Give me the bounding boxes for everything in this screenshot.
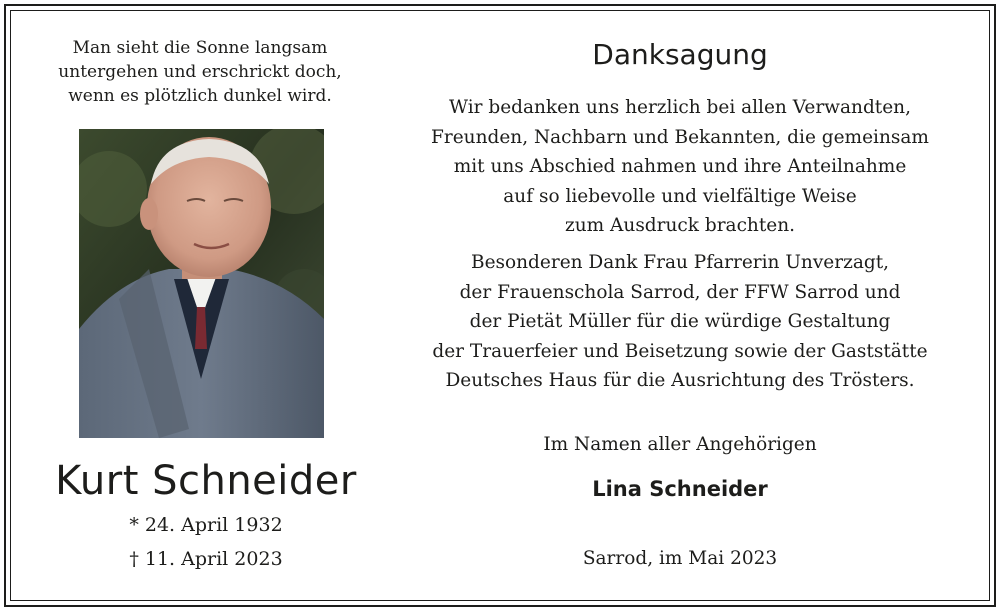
text-line: zum Ausdruck brachten. <box>564 215 796 236</box>
special-thanks-paragraph <box>380 248 980 396</box>
text-line: der Pietät Müller für die würdige Gestaltung <box>469 311 891 332</box>
birth-date: * 24. April 1932 <box>129 514 283 536</box>
left-column <box>0 0 400 611</box>
text-line: auf so liebevolle und vielfältige Weise <box>503 185 857 207</box>
death-date: † 11. April 2023 <box>129 548 283 570</box>
notice-heading: Danksagung <box>592 38 768 71</box>
text-line: mit uns Abschied nahmen und ihre Anteilnahme <box>453 156 907 177</box>
quote-line: wenn es plötzlich dunkel wird. <box>68 86 332 106</box>
right-column <box>380 0 980 611</box>
text-line: der Frauenschola Sarrod, der FFW Sarrod und <box>459 281 901 303</box>
text-line: Besonderen Dank Frau Pfarrerin Unverzagt, <box>470 252 890 273</box>
text-line: der Trauerfeier und Beisetzung sowie der Gaststätte <box>432 340 928 362</box>
text-line: Deutsches Haus für die Ausrichtung des Trösters. <box>445 370 915 391</box>
text-line: Freunden, Nachbarn und Bekannten, die gemeinsam <box>431 126 929 148</box>
signature-intro: Im Namen aller Angehörigen <box>543 434 817 455</box>
signer-name: Lina Schneider <box>592 477 768 501</box>
quote-line: Man sieht die Sonne langsam <box>72 38 328 58</box>
quote-line: untergehen und erschrickt doch, <box>58 62 342 82</box>
memorial-quote <box>30 36 370 108</box>
portrait-photo <box>79 129 324 438</box>
place-and-date: Sarrod, im Mai 2023 <box>582 548 778 569</box>
thanks-paragraph <box>380 93 980 241</box>
text-line: Wir bedanken uns herzlich bei allen Verwandten, <box>449 97 911 118</box>
deceased-name: Kurt Schneider <box>55 458 357 504</box>
